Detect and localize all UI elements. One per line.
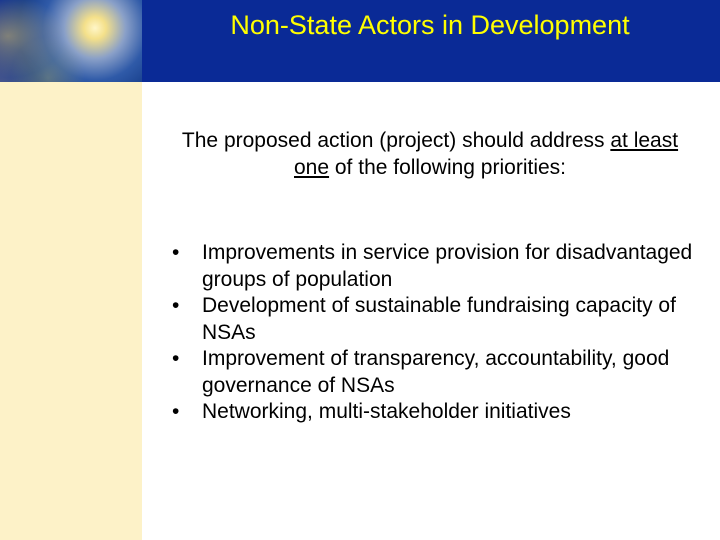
bullet-icon: • bbox=[172, 294, 180, 317]
intro-text bbox=[180, 127, 680, 181]
globe-image bbox=[0, 0, 142, 82]
list-item bbox=[170, 240, 710, 293]
list-item-text: Improvement of transparency, accountability, good governance of NSAs bbox=[202, 347, 670, 397]
list-item-text: Improvements in service provision for disadvantaged groups of population bbox=[202, 241, 693, 291]
bullet-icon: • bbox=[172, 241, 180, 264]
slide-title: Non-State Actors in Development bbox=[230, 10, 630, 40]
left-sidebar bbox=[0, 82, 142, 540]
intro-part2: of the following priorities: bbox=[329, 156, 566, 179]
bullet-icon: • bbox=[172, 400, 180, 423]
list-item bbox=[170, 346, 710, 399]
list-item-text: Development of sustainable fundraising capacity of NSAs bbox=[202, 294, 676, 344]
list-item bbox=[170, 399, 710, 426]
bullet-icon: • bbox=[172, 347, 180, 370]
intro-part1: The proposed action (project) should address bbox=[181, 129, 611, 152]
list-item bbox=[170, 293, 710, 346]
list-item-text: Networking, multi-stakeholder initiatives bbox=[202, 400, 571, 423]
intro-emphasis: at least one bbox=[294, 129, 679, 179]
priority-list bbox=[170, 240, 710, 426]
